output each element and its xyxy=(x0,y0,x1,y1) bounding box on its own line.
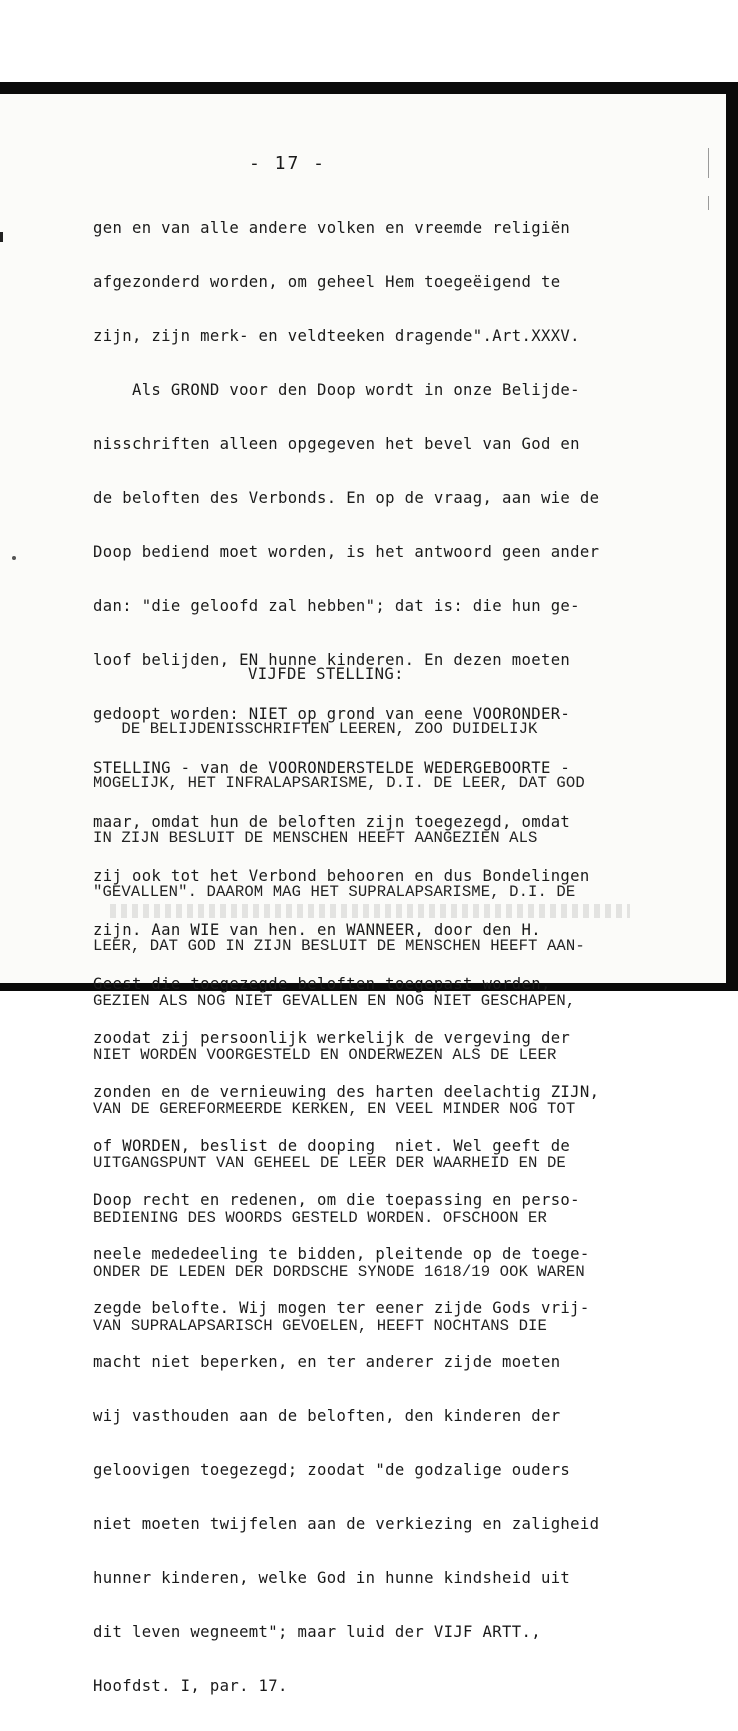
text-line: maar, omdat hun de beloften zijn toegezegd, omdat xyxy=(93,813,571,831)
margin-mark xyxy=(0,232,3,242)
text-line: neele mededeeling te bidden, pleitende op de toege- xyxy=(93,1245,590,1263)
thesis-text xyxy=(93,684,585,1372)
thesis-line: VAN SUPRALAPSARISCH GEVOELEN, HEEFT NOCHTANS DIE xyxy=(93,1317,547,1336)
thesis-line: VAN DE GEREFORMEERDE KERKEN, EN VEEL MINDER NOG TOT xyxy=(93,1100,576,1119)
right-margin-mark xyxy=(708,196,709,210)
text-line: gedoopt worden: NIET op grond van eene VOORONDER- xyxy=(93,705,571,723)
text-line: zoodat zij persoonlijk werkelijk de vergeving der xyxy=(93,1029,571,1047)
text-line: STELLING - van de VOORONDERSTELDE WEDERGEBOORTE - xyxy=(93,759,571,777)
text-line: niet moeten twijfelen aan de verkiezing en zaligheid xyxy=(93,1515,600,1533)
thesis-line: BEDIENING DES WOORDS GESTELD WORDEN. OFSCHOON ER xyxy=(93,1208,547,1227)
text-line: Hoofdst. I, par. 17. xyxy=(93,1677,288,1695)
text-line: Geest die toegezegde beloften toegepast worden, xyxy=(93,975,551,993)
thesis-line: LEER, DAT GOD IN ZIJN BESLUIT DE MENSCHEN HEEFT AAN- xyxy=(93,937,585,956)
text-line: de beloften des Verbonds. En op de vraag, aan wie de xyxy=(93,489,600,507)
text-line: Als GROND voor den Doop wordt in onze Belijde- xyxy=(93,381,580,399)
thesis-line: DE BELIJDENISSCHRIFTEN LEEREN, ZOO DUIDELIJK xyxy=(93,720,538,739)
text-line: dan: "die geloofd zal hebben"; dat is: die hun ge- xyxy=(93,597,580,615)
text-line: of WORDEN, beslist de dooping niet. Wel geeft de xyxy=(93,1137,571,1155)
scan-border-right xyxy=(726,82,738,991)
text-line: loof belijden, EN hunne kinderen. En dezen moeten xyxy=(93,651,571,669)
text-line: dit leven wegneemt"; maar luid der VIJF ARTT., xyxy=(93,1623,541,1641)
scan-border-top xyxy=(0,82,738,94)
thesis-line: GEZIEN ALS NOG NIET GEVALLEN EN NOG NIET GESCHAPEN, xyxy=(93,991,576,1010)
page-number: - 17 - xyxy=(249,153,327,174)
margin-dot xyxy=(12,556,16,560)
text-line: wij vasthouden aan de beloften, den kinderen der xyxy=(93,1407,561,1425)
thesis-line: UITGANGSPUNT VAN GEHEEL DE LEER DER WAARHEID EN DE xyxy=(93,1154,566,1173)
text-line: macht niet beperken, en ter anderer zijde moeten xyxy=(93,1353,561,1371)
text-line: Doop bediend moet worden, is het antwoord geen ander xyxy=(93,543,600,561)
text-line: zegde belofte. Wij mogen ter eener zijde Gods vrij- xyxy=(93,1299,590,1317)
text-line: zonden en de vernieuwing des harten deelachtig ZIJN, xyxy=(93,1083,600,1101)
text-line: nisschriften alleen opgegeven het bevel van God en xyxy=(93,435,580,453)
text-line: Doop recht en redenen, om die toepassing en perso- xyxy=(93,1191,580,1209)
text-line: geloovigen toegezegd; zoodat "de godzalige ouders xyxy=(93,1461,571,1479)
thesis-line: MOGELIJK, HET INFRALAPSARISME, D.I. DE LEER, DAT GOD xyxy=(93,774,585,793)
thesis-line: IN ZIJN BESLUIT DE MENSCHEN HEEFT AANGEZIEN ALS xyxy=(93,828,538,847)
text-line: hunner kinderen, welke God in hunne kindsheid uit xyxy=(93,1569,571,1587)
thesis-line: ONDER DE LEDEN DER DORDSCHE SYNODE 1618/19 OOK WAREN xyxy=(93,1263,585,1281)
right-margin-mark xyxy=(708,148,709,178)
section-heading: VIJFDE STELLING: xyxy=(248,665,404,683)
text-line: gen en van alle andere volken en vreemde religiën xyxy=(93,219,571,237)
text-line: afgezonderd worden, om geheel Hem toegeëigend te xyxy=(93,273,561,291)
text-line: zij ook tot het Verbond behooren en dus Bondelingen xyxy=(93,867,590,885)
text-line: zijn, zijn merk- en veldteeken dragende".Art.XXXV. xyxy=(93,327,580,345)
thesis-line: "GEVALLEN". DAAROM MAG HET SUPRALAPSARISME, D.I. DE xyxy=(93,883,576,902)
thesis-line: NIET WORDEN VOORGESTELD EN ONDERWEZEN ALS DE LEER xyxy=(93,1045,557,1064)
text-line: zijn. Aan WIE van hen. en WANNEER, door den H. xyxy=(93,921,541,939)
bleed-through-shadow xyxy=(110,904,630,918)
